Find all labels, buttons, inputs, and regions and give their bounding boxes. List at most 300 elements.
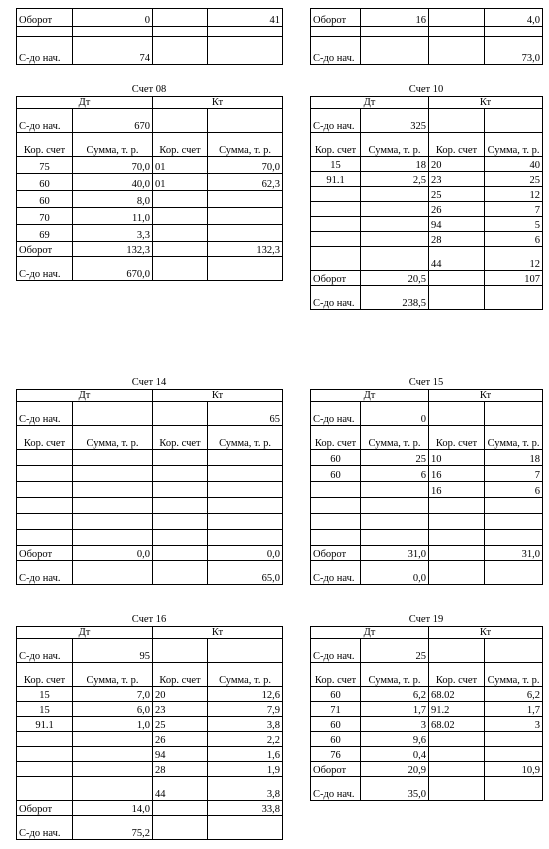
dt-corr-account: 60 [311, 466, 361, 482]
entry-row [311, 530, 543, 546]
kt-corr-account: 28 [429, 232, 485, 247]
closing-balance-row [311, 777, 543, 801]
closing-balance-dt [73, 561, 153, 585]
dt-kt-header [311, 627, 543, 639]
account-10-block [310, 84, 542, 310]
kt-amount: 3 [485, 717, 543, 732]
kt-header: Кт [153, 627, 283, 639]
turnover-dt: 20,5 [361, 271, 429, 286]
dt-amount: 3,3 [73, 225, 153, 242]
kt-corr-account [429, 732, 485, 747]
balance-row [311, 37, 543, 65]
entry-row [311, 687, 543, 702]
turnover-row [311, 9, 543, 27]
dt-amount: 9,6 [361, 732, 429, 747]
opening-balance-kt [485, 109, 543, 133]
entry-row [17, 777, 283, 801]
entry-row [311, 232, 543, 247]
kt-amount-header: Сумма, т. р. [208, 663, 283, 687]
top-left-table [16, 8, 283, 65]
opening-balance-dt: 25 [361, 639, 429, 663]
kt-corr-account [429, 530, 485, 546]
kt-corr-account [153, 498, 208, 514]
entry-row [17, 482, 283, 498]
turnover-label: Оборот [17, 242, 73, 257]
kt-corr-account-header: Кор. счет [153, 426, 208, 450]
kt-header: Кт [429, 97, 543, 109]
dt-amount: 6,2 [361, 687, 429, 702]
kt-corr-account: 25 [153, 717, 208, 732]
closing-balance-dt: 670,0 [73, 257, 153, 281]
kt-corr-account [429, 498, 485, 514]
turnover-row [311, 762, 543, 777]
opening-balance-label: С-до нач. [17, 109, 73, 133]
turnover-label: Оборот [311, 546, 361, 561]
closing-balance-row [311, 561, 543, 585]
entry-row [17, 687, 283, 702]
dt-amount: 40,0 [73, 174, 153, 191]
balance-dt [361, 37, 429, 65]
turnover-label: Оборот [311, 762, 361, 777]
closing-balance-row [17, 816, 283, 840]
account-title: Счет 14 [131, 377, 167, 388]
turnover-kt: 31,0 [485, 546, 543, 561]
kt-corr-account-header: Кор. счет [429, 426, 485, 450]
dt-amount-header: Сумма, т. р. [73, 133, 153, 157]
entry-row [17, 762, 283, 777]
kt-amount: 18 [485, 450, 543, 466]
kt-corr-account-header: Кор. счет [429, 133, 485, 157]
kt-amount [208, 208, 283, 225]
kt-corr-account: 44 [153, 777, 208, 801]
account-19-block [310, 614, 542, 801]
turnover-kt: 4,0 [485, 9, 543, 27]
kt-header: Кт [429, 390, 543, 402]
opening-balance-label: С-до нач. [311, 402, 361, 426]
dt-amount [361, 514, 429, 530]
dt-amount [73, 762, 153, 777]
kt-corr-account [429, 747, 485, 762]
dt-corr-account [311, 514, 361, 530]
turnover-dt: 0 [73, 9, 153, 27]
entry-row [311, 747, 543, 762]
entry-row [311, 187, 543, 202]
dt-amount-header: Сумма, т. р. [361, 663, 429, 687]
kt-corr-account [153, 530, 208, 546]
entry-row [311, 202, 543, 217]
closing-balance-dt: 75,2 [73, 816, 153, 840]
kt-amount [208, 530, 283, 546]
closing-balance-kt [208, 816, 283, 840]
entry-row [17, 514, 283, 530]
kt-corr-account-header: Кор. счет [153, 133, 208, 157]
closing-balance-row [17, 561, 283, 585]
opening-balance-row [311, 402, 543, 426]
kt-amount [208, 450, 283, 466]
account-table [16, 626, 283, 840]
opening-balance-label: С-до нач. [311, 109, 361, 133]
entry-row [17, 450, 283, 466]
dt-amount [361, 530, 429, 546]
dt-amount [361, 202, 429, 217]
column-header-row [311, 426, 543, 450]
turnover-row [17, 546, 283, 561]
entry-row [17, 747, 283, 762]
kt-amount: 5 [485, 217, 543, 232]
kt-corr-account [153, 191, 208, 208]
kt-amount: 2,2 [208, 732, 283, 747]
dt-corr-account [17, 747, 73, 762]
kt-amount: 70,0 [208, 157, 283, 174]
kt-corr-account: 44 [429, 247, 485, 271]
kt-amount: 3,8 [208, 777, 283, 801]
dt-amount: 11,0 [73, 208, 153, 225]
kt-header: Кт [153, 97, 283, 109]
closing-balance-dt: 238,5 [361, 286, 429, 310]
kt-amount [485, 747, 543, 762]
kt-header: Кт [153, 390, 283, 402]
dt-amount-header: Сумма, т. р. [73, 426, 153, 450]
dt-corr-account-header: Кор. счет [17, 663, 73, 687]
kt-amount: 7 [485, 202, 543, 217]
dt-corr-account [311, 217, 361, 232]
kt-corr-account [153, 514, 208, 530]
account-title: Счет 08 [131, 84, 167, 95]
account-16-block [16, 614, 282, 840]
kt-amount: 1,9 [208, 762, 283, 777]
balance-dt: 74 [73, 37, 153, 65]
dt-amount: 18 [361, 157, 429, 172]
kt-amount-header: Сумма, т. р. [485, 663, 543, 687]
entry-row [311, 157, 543, 172]
account-table [310, 96, 543, 310]
dt-amount: 25 [361, 450, 429, 466]
dt-amount [361, 187, 429, 202]
dt-corr-account: 75 [17, 157, 73, 174]
opening-balance-row [17, 109, 283, 133]
dt-amount [73, 466, 153, 482]
dt-header: Дт [311, 627, 429, 639]
opening-balance-row [17, 639, 283, 663]
kt-corr-account: 16 [429, 482, 485, 498]
account-table [16, 96, 283, 281]
kt-corr-account: 10 [429, 450, 485, 466]
dt-corr-account: 60 [311, 450, 361, 466]
dt-corr-account [311, 232, 361, 247]
kt-corr-account: 26 [429, 202, 485, 217]
entry-row [17, 208, 283, 225]
dt-amount: 70,0 [73, 157, 153, 174]
dt-amount [73, 482, 153, 498]
opening-balance-kt [208, 639, 283, 663]
dt-header: Дт [311, 390, 429, 402]
balance-row [17, 37, 283, 65]
dt-corr-account: 60 [17, 174, 73, 191]
closing-balance-label: С-до нач. [17, 561, 73, 585]
entry-row [311, 247, 543, 271]
dt-amount: 1,0 [73, 717, 153, 732]
dt-corr-account: 15 [311, 157, 361, 172]
dt-amount: 0,4 [361, 747, 429, 762]
column-header-row [311, 133, 543, 157]
dt-amount: 7,0 [73, 687, 153, 702]
turnover-label: Оборот [311, 271, 361, 286]
balance-kt [208, 37, 283, 65]
kt-corr-account: 20 [429, 157, 485, 172]
dt-amount [361, 247, 429, 271]
opening-balance-row [311, 639, 543, 663]
dt-amount: 1,7 [361, 702, 429, 717]
dt-corr-account: 15 [17, 702, 73, 717]
kt-amount [485, 498, 543, 514]
dt-corr-account-header: Кор. счет [311, 426, 361, 450]
balance-label: С-до нач. [17, 37, 73, 65]
dt-amount: 6 [361, 466, 429, 482]
account-14-block [16, 377, 282, 585]
dt-header: Дт [17, 627, 153, 639]
turnover-row [311, 546, 543, 561]
turnover-kt: 10,9 [485, 762, 543, 777]
dt-header: Дт [17, 390, 153, 402]
dt-corr-account: 60 [311, 687, 361, 702]
kt-amount [208, 466, 283, 482]
kt-corr-account: 20 [153, 687, 208, 702]
dt-corr-account: 91.1 [17, 717, 73, 732]
dt-corr-account: 70 [17, 208, 73, 225]
entry-row [17, 225, 283, 242]
dt-header: Дт [17, 97, 153, 109]
kt-corr-account [153, 466, 208, 482]
entry-row [17, 191, 283, 208]
dt-kt-header [311, 97, 543, 109]
opening-balance-kt [485, 402, 543, 426]
column-header-row [17, 426, 283, 450]
turnover-label: Оборот [17, 9, 73, 27]
kt-amount: 6 [485, 482, 543, 498]
kt-corr-account [153, 225, 208, 242]
dt-amount [361, 482, 429, 498]
account-table [16, 389, 283, 585]
entry-row [17, 498, 283, 514]
kt-amount: 62,3 [208, 174, 283, 191]
turnover-dt: 14,0 [73, 801, 153, 816]
entry-row [311, 172, 543, 187]
dt-amount [361, 498, 429, 514]
kt-amount [208, 482, 283, 498]
kt-corr-account: 91.2 [429, 702, 485, 717]
entry-row [311, 217, 543, 232]
dt-corr-account-header: Кор. счет [17, 426, 73, 450]
dt-corr-account [17, 530, 73, 546]
turnover-dt: 20,9 [361, 762, 429, 777]
opening-balance-label: С-до нач. [17, 402, 73, 426]
entry-row [17, 157, 283, 174]
dt-amount-header: Сумма, т. р. [361, 133, 429, 157]
closing-balance-row [311, 286, 543, 310]
kt-corr-account: 23 [429, 172, 485, 187]
entry-row [17, 717, 283, 732]
opening-balance-dt: 670 [73, 109, 153, 133]
balance-label: С-до нач. [311, 37, 361, 65]
opening-balance-kt [485, 639, 543, 663]
dt-amount: 3 [361, 717, 429, 732]
dt-amount [73, 514, 153, 530]
kt-amount: 7,9 [208, 702, 283, 717]
account-title: Счет 10 [408, 84, 444, 95]
turnover-label: Оборот [311, 9, 361, 27]
dt-header: Дт [311, 97, 429, 109]
kt-corr-account: 16 [429, 466, 485, 482]
opening-balance-dt: 0 [361, 402, 429, 426]
dt-amount: 6,0 [73, 702, 153, 717]
entry-row [311, 450, 543, 466]
closing-balance-label: С-до нач. [17, 257, 73, 281]
kt-corr-account: 28 [153, 762, 208, 777]
closing-balance-row [17, 257, 283, 281]
opening-balance-kt [208, 109, 283, 133]
entry-row [17, 466, 283, 482]
closing-balance-label: С-до нач. [311, 561, 361, 585]
dt-amount: 2,5 [361, 172, 429, 187]
kt-amount-header: Сумма, т. р. [208, 426, 283, 450]
dt-amount-header: Сумма, т. р. [73, 663, 153, 687]
opening-balance-label: С-до нач. [17, 639, 73, 663]
dt-corr-account [311, 498, 361, 514]
entry-row [311, 498, 543, 514]
kt-amount: 12 [485, 187, 543, 202]
dt-corr-account [311, 247, 361, 271]
top-right-table [310, 8, 543, 65]
dt-corr-account [311, 530, 361, 546]
kt-corr-account [153, 208, 208, 225]
kt-amount [485, 514, 543, 530]
closing-balance-label: С-до нач. [311, 286, 361, 310]
column-header-row [17, 133, 283, 157]
closing-balance-dt: 0,0 [361, 561, 429, 585]
kt-amount: 3,8 [208, 717, 283, 732]
kt-corr-account [153, 450, 208, 466]
kt-amount: 6,2 [485, 687, 543, 702]
opening-balance-dt [73, 402, 153, 426]
opening-balance-dt: 95 [73, 639, 153, 663]
kt-corr-account-header: Кор. счет [429, 663, 485, 687]
balance-kt: 73,0 [485, 37, 543, 65]
column-header-row [311, 663, 543, 687]
turnover-dt: 132,3 [73, 242, 153, 257]
account-table [310, 389, 543, 585]
turnover-row [17, 242, 283, 257]
dt-amount-header: Сумма, т. р. [361, 426, 429, 450]
dt-corr-account [17, 466, 73, 482]
entry-row [17, 530, 283, 546]
turnover-kt: 107 [485, 271, 543, 286]
kt-corr-account [429, 514, 485, 530]
turnover-kt: 132,3 [208, 242, 283, 257]
kt-amount: 7 [485, 466, 543, 482]
kt-amount [485, 732, 543, 747]
turnover-kt: 33,8 [208, 801, 283, 816]
dt-amount: 8,0 [73, 191, 153, 208]
account-title: Счет 15 [408, 377, 444, 388]
dt-corr-account: 60 [311, 717, 361, 732]
dt-corr-account [17, 777, 73, 801]
turnover-kt: 41 [208, 9, 283, 27]
entry-row [311, 514, 543, 530]
dt-amount [73, 732, 153, 747]
account-table [310, 626, 543, 801]
kt-amount: 6 [485, 232, 543, 247]
dt-kt-header [17, 627, 283, 639]
turnover-kt: 0,0 [208, 546, 283, 561]
kt-corr-account: 68.02 [429, 717, 485, 732]
dt-kt-header [311, 390, 543, 402]
dt-corr-account: 91.1 [311, 172, 361, 187]
dt-corr-account: 71 [311, 702, 361, 717]
dt-corr-account [311, 187, 361, 202]
kt-corr-account: 94 [153, 747, 208, 762]
dt-kt-header [17, 390, 283, 402]
entry-row [17, 174, 283, 191]
closing-balance-label: С-до нач. [17, 816, 73, 840]
turnover-row [17, 801, 283, 816]
account-15-block [310, 377, 542, 585]
kt-header: Кт [429, 627, 543, 639]
dt-corr-account [17, 732, 73, 747]
dt-corr-account-header: Кор. счет [311, 663, 361, 687]
closing-balance-kt [485, 286, 543, 310]
dt-corr-account [17, 498, 73, 514]
dt-corr-account-header: Кор. счет [17, 133, 73, 157]
closing-balance-kt [208, 257, 283, 281]
opening-balance-row [311, 109, 543, 133]
kt-amount: 1,6 [208, 747, 283, 762]
kt-corr-account: 01 [153, 157, 208, 174]
kt-amount: 40 [485, 157, 543, 172]
dt-corr-account [17, 514, 73, 530]
kt-amount-header: Сумма, т. р. [208, 133, 283, 157]
entry-row [17, 702, 283, 717]
turnover-row [17, 9, 283, 27]
kt-corr-account: 68.02 [429, 687, 485, 702]
entry-row [311, 732, 543, 747]
dt-kt-header [17, 97, 283, 109]
turnover-dt: 16 [361, 9, 429, 27]
kt-amount [208, 514, 283, 530]
top-right-fragment [310, 8, 542, 65]
kt-amount [208, 191, 283, 208]
opening-balance-label: С-до нач. [311, 639, 361, 663]
dt-amount [73, 747, 153, 762]
opening-balance-kt: 65 [208, 402, 283, 426]
dt-amount [73, 498, 153, 514]
dt-corr-account [17, 762, 73, 777]
entry-row [311, 702, 543, 717]
entry-row [311, 466, 543, 482]
account-08-block [16, 84, 282, 281]
kt-corr-account: 94 [429, 217, 485, 232]
kt-amount: 1,7 [485, 702, 543, 717]
turnover-label: Оборот [17, 801, 73, 816]
entry-row [311, 482, 543, 498]
dt-corr-account [311, 482, 361, 498]
opening-balance-row [17, 402, 283, 426]
kt-amount [208, 498, 283, 514]
kt-amount: 12,6 [208, 687, 283, 702]
dt-amount [73, 777, 153, 801]
kt-amount: 12 [485, 247, 543, 271]
entry-row [311, 717, 543, 732]
top-left-fragment [16, 8, 282, 65]
